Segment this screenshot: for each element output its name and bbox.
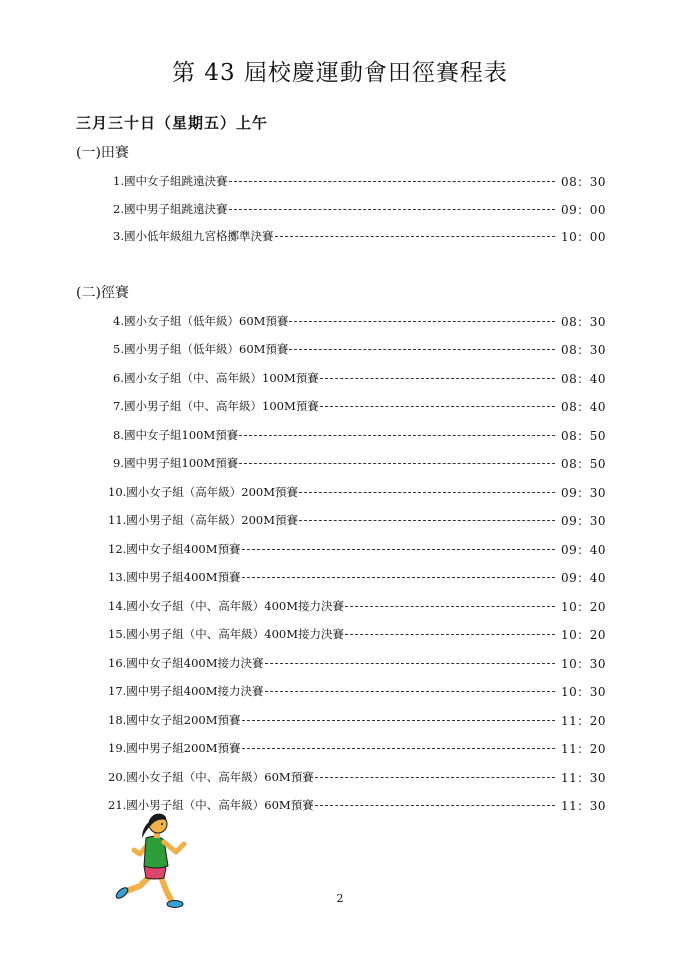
list-item (108, 625, 606, 643)
dotted-leader (265, 690, 555, 692)
dotted-leader (275, 235, 555, 237)
dotted-leader (242, 747, 555, 749)
event-time: 09：40 (560, 570, 606, 585)
event-time: 08：40 (560, 371, 606, 386)
event-time: 08：30 (560, 174, 606, 189)
event-time: 10：30 (560, 656, 606, 671)
list-item (108, 711, 606, 729)
list-item (108, 768, 606, 786)
event-name: 國中女子組跳遠決賽 (124, 174, 228, 188)
list-item (108, 312, 606, 330)
event-time: 09：30 (560, 513, 606, 528)
dotted-leader (345, 633, 555, 635)
event-name: 國小女子組（中、高年級）400M接力決賽 (126, 599, 345, 613)
list-item (108, 227, 606, 245)
event-name: 國小女子組（高年級）200M預賽 (126, 485, 299, 499)
item-number: 13. (108, 570, 127, 584)
item-number: 21. (108, 798, 127, 812)
list-item (108, 682, 606, 700)
event-time: 09：40 (560, 542, 606, 557)
event-name: 國中女子組400M預賽 (126, 542, 241, 556)
event-time: 10：20 (560, 627, 606, 642)
event-name: 國小女子組（中、高年級）60M預賽 (126, 770, 314, 784)
section-heading-track: (二)徑賽 (76, 285, 129, 301)
event-time: 09：30 (560, 485, 606, 500)
event-time: 08：50 (560, 428, 606, 443)
day-heading: 三月三十日（星期五）上午 (76, 114, 269, 132)
item-number: 19. (108, 741, 127, 755)
event-name: 國中男子組跳遠決賽 (124, 202, 228, 216)
list-item (108, 172, 606, 190)
list-item (108, 200, 606, 218)
item-number: 11. (108, 513, 127, 527)
dotted-leader (239, 462, 555, 464)
item-number: 16. (108, 656, 127, 670)
event-time: 08：30 (560, 314, 606, 329)
list-item (108, 369, 606, 387)
event-name: 國中女子組100M預賽 (124, 428, 239, 442)
item-number: 7. (113, 399, 124, 413)
item-number: 2. (113, 202, 124, 216)
event-time: 08：30 (560, 342, 606, 357)
dotted-leader (229, 180, 555, 182)
item-number: 5. (113, 342, 124, 356)
list-item (108, 483, 606, 501)
event-time: 11：20 (560, 741, 606, 756)
dotted-leader (320, 405, 555, 407)
item-number: 4. (113, 314, 124, 328)
list-item (108, 511, 606, 529)
event-name: 國中女子組200M預賽 (126, 713, 241, 727)
list-item (108, 340, 606, 358)
page-number: 2 (336, 892, 344, 905)
dotted-leader (299, 519, 555, 521)
event-name: 國小女子組（中、高年級）100M預賽 (124, 371, 319, 385)
event-time: 10：20 (560, 599, 606, 614)
list-item (108, 654, 606, 672)
dotted-leader (315, 804, 555, 806)
event-name: 國小女子組（低年級）60M預賽 (124, 314, 289, 328)
list-item (108, 454, 606, 472)
item-number: 1. (113, 174, 124, 188)
event-time: 11：30 (560, 770, 606, 785)
item-number: 9. (113, 456, 124, 470)
event-time: 10：00 (560, 229, 606, 244)
item-number: 3. (113, 229, 124, 243)
event-name: 國小男子組（中、高年級）60M預賽 (126, 798, 314, 812)
event-name: 國小男子組（低年級）60M預賽 (124, 342, 289, 356)
event-name: 國中男子組400M接力決賽 (126, 684, 264, 698)
list-item (108, 540, 606, 558)
event-time: 11：30 (560, 798, 606, 813)
event-time: 09：00 (560, 202, 606, 217)
item-number: 18. (108, 713, 127, 727)
list-item (108, 597, 606, 615)
dotted-leader (265, 662, 555, 664)
section-heading-field: (一)田賽 (76, 145, 129, 161)
dotted-leader (242, 576, 555, 578)
list-item (108, 568, 606, 586)
item-number: 20. (108, 770, 127, 784)
event-time: 11：20 (560, 713, 606, 728)
event-name: 國中男子組400M預賽 (126, 570, 241, 584)
event-time: 10：30 (560, 684, 606, 699)
dotted-leader (320, 377, 555, 379)
page-title: 第 43 屆校慶運動會田徑賽程表 (172, 60, 508, 86)
event-time: 08：50 (560, 456, 606, 471)
dotted-leader (239, 434, 555, 436)
item-number: 14. (108, 599, 127, 613)
item-number: 12. (108, 542, 127, 556)
dotted-leader (289, 320, 555, 322)
dotted-leader (299, 491, 555, 493)
dotted-leader (242, 548, 555, 550)
event-name: 國中男子組200M預賽 (126, 741, 241, 755)
dotted-leader (345, 605, 555, 607)
list-item (108, 426, 606, 444)
item-number: 10. (108, 485, 127, 499)
event-time: 08：40 (560, 399, 606, 414)
dotted-leader (289, 348, 555, 350)
item-number: 17. (108, 684, 127, 698)
dotted-leader (315, 776, 555, 778)
list-item (108, 739, 606, 757)
event-name: 國小男子組（中、高年級）100M預賽 (124, 399, 319, 413)
event-name: 國小低年級組九宮格擲準決賽 (124, 229, 274, 243)
item-number: 8. (113, 428, 124, 442)
item-number: 15. (108, 627, 127, 641)
dotted-leader (242, 719, 555, 721)
event-name: 國小男子組（中、高年級）400M接力決賽 (126, 627, 345, 641)
event-name: 國中女子組400M接力決賽 (126, 656, 264, 670)
event-name: 國中男子組100M預賽 (124, 456, 239, 470)
dotted-leader (229, 208, 555, 210)
list-item (108, 397, 606, 415)
item-number: 6. (113, 371, 124, 385)
event-name: 國小男子組（高年級）200M預賽 (126, 513, 299, 527)
